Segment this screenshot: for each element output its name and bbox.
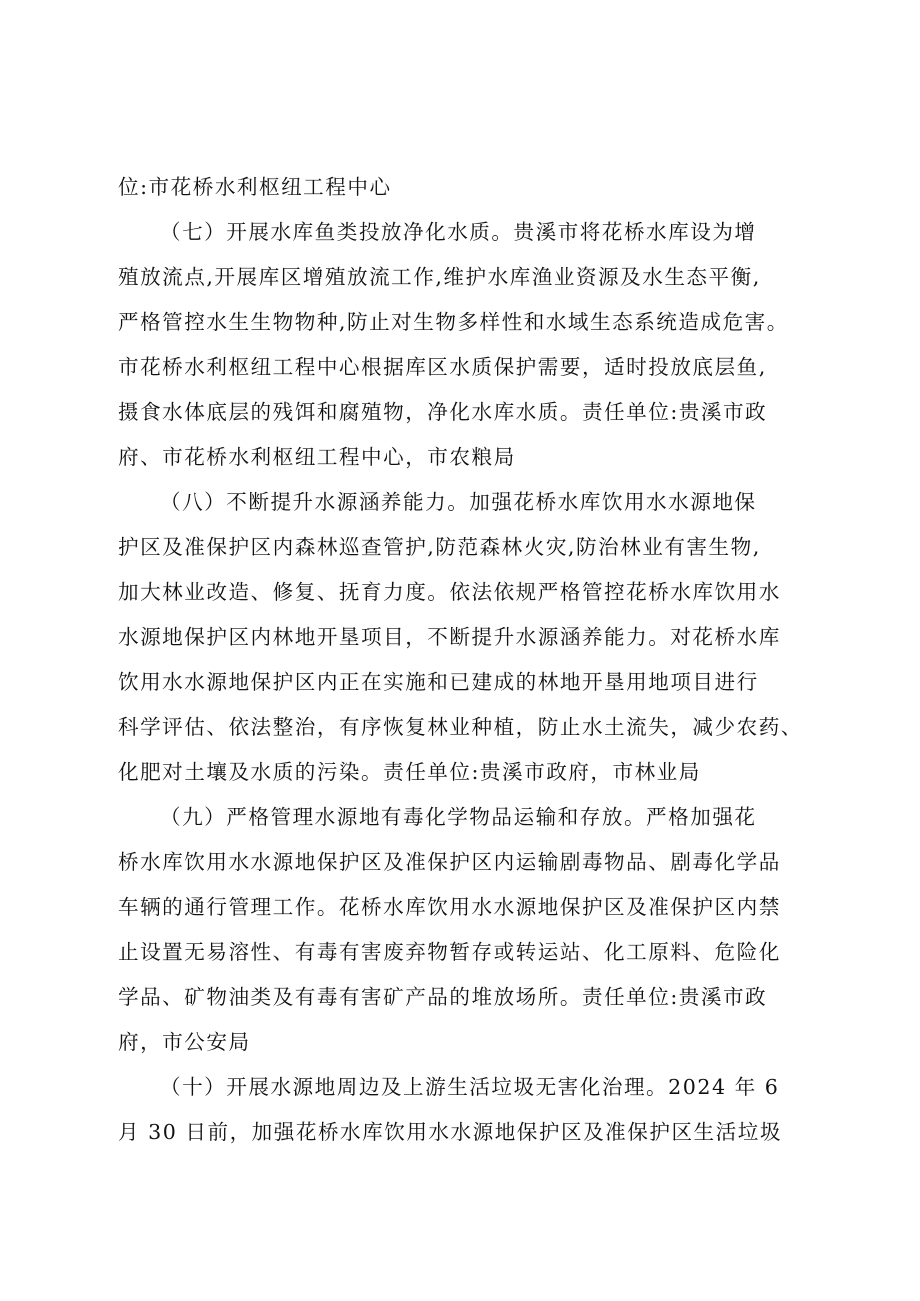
- text-line: 车辆的通行管理工作。花桥水库饮用水水源地保护区及准保护区内禁: [118, 895, 781, 919]
- text-line: 护区及准保护区内森林巡查管护,防范森林火灾,防治林业有害生物,: [118, 535, 761, 559]
- text-line: 加大林业改造、修复、抚育力度。依法依规严格管控花桥水库饮用水: [118, 580, 781, 604]
- paragraph-heading-8: （八）不断提升水源涵养能力。加强花桥水库饮用水水源地保: [160, 490, 757, 514]
- text-line: 市花桥水利枢纽工程中心根据库区水质保护需要，适时投放底层鱼,: [118, 355, 767, 379]
- text-line: 科学评估、依法整治，有序恢复林业种植，防止水土流失，减少农药、: [118, 715, 803, 739]
- text-line: 严格管控水生生物物种,防止对生物多样性和水域生态系统造成危害。: [118, 310, 789, 334]
- text-line: 水源地保护区内林地开垦项目，不断提升水源涵养能力。对花桥水库: [118, 625, 781, 649]
- text-line: 止设置无易溶性、有毒有害废弃物暂存或转运站、化工原料、危险化: [118, 940, 781, 964]
- paragraph-heading-7: （七）开展水库鱼类投放净化水质。贵溪市将花桥水库设为增: [160, 220, 757, 244]
- text-line: 摄食水体底层的残饵和腐殖物，净化水库水质。责任单位:贵溪市政: [118, 400, 768, 424]
- text-line: 饮用水水源地保护区内正在实施和已建成的林地开垦用地项目进行: [118, 670, 759, 694]
- text-line: 殖放流点,开展库区增殖放流工作,维护水库渔业资源及水生态平衡,: [118, 265, 761, 289]
- text-line: 府、市花桥水利枢纽工程中心，市农粮局: [118, 445, 516, 469]
- text-line: 化肥对土壤及水质的污染。责任单位:贵溪市政府，市林业局: [118, 760, 701, 784]
- text-line: 位:市花桥水利枢纽工程中心: [118, 175, 392, 199]
- paragraph-heading-9: （九）严格管理水源地有毒化学物品运输和存放。严格加强花: [160, 805, 757, 829]
- paragraph-heading-10: （十）开展水源地周边及上游生活垃圾无害化治理。2024 年 6: [160, 1075, 780, 1099]
- text-line: 桥水库饮用水水源地保护区及准保护区内运输剧毒物品、剧毒化学品: [118, 850, 781, 874]
- text-line: 学品、矿物油类及有毒有害矿产品的堆放场所。责任单位:贵溪市政: [118, 985, 768, 1009]
- text-line: 府，市公安局: [118, 1030, 251, 1054]
- text-line: 月 30 日前，加强花桥水库饮用水水源地保护区及准保护区生活垃圾: [118, 1120, 782, 1144]
